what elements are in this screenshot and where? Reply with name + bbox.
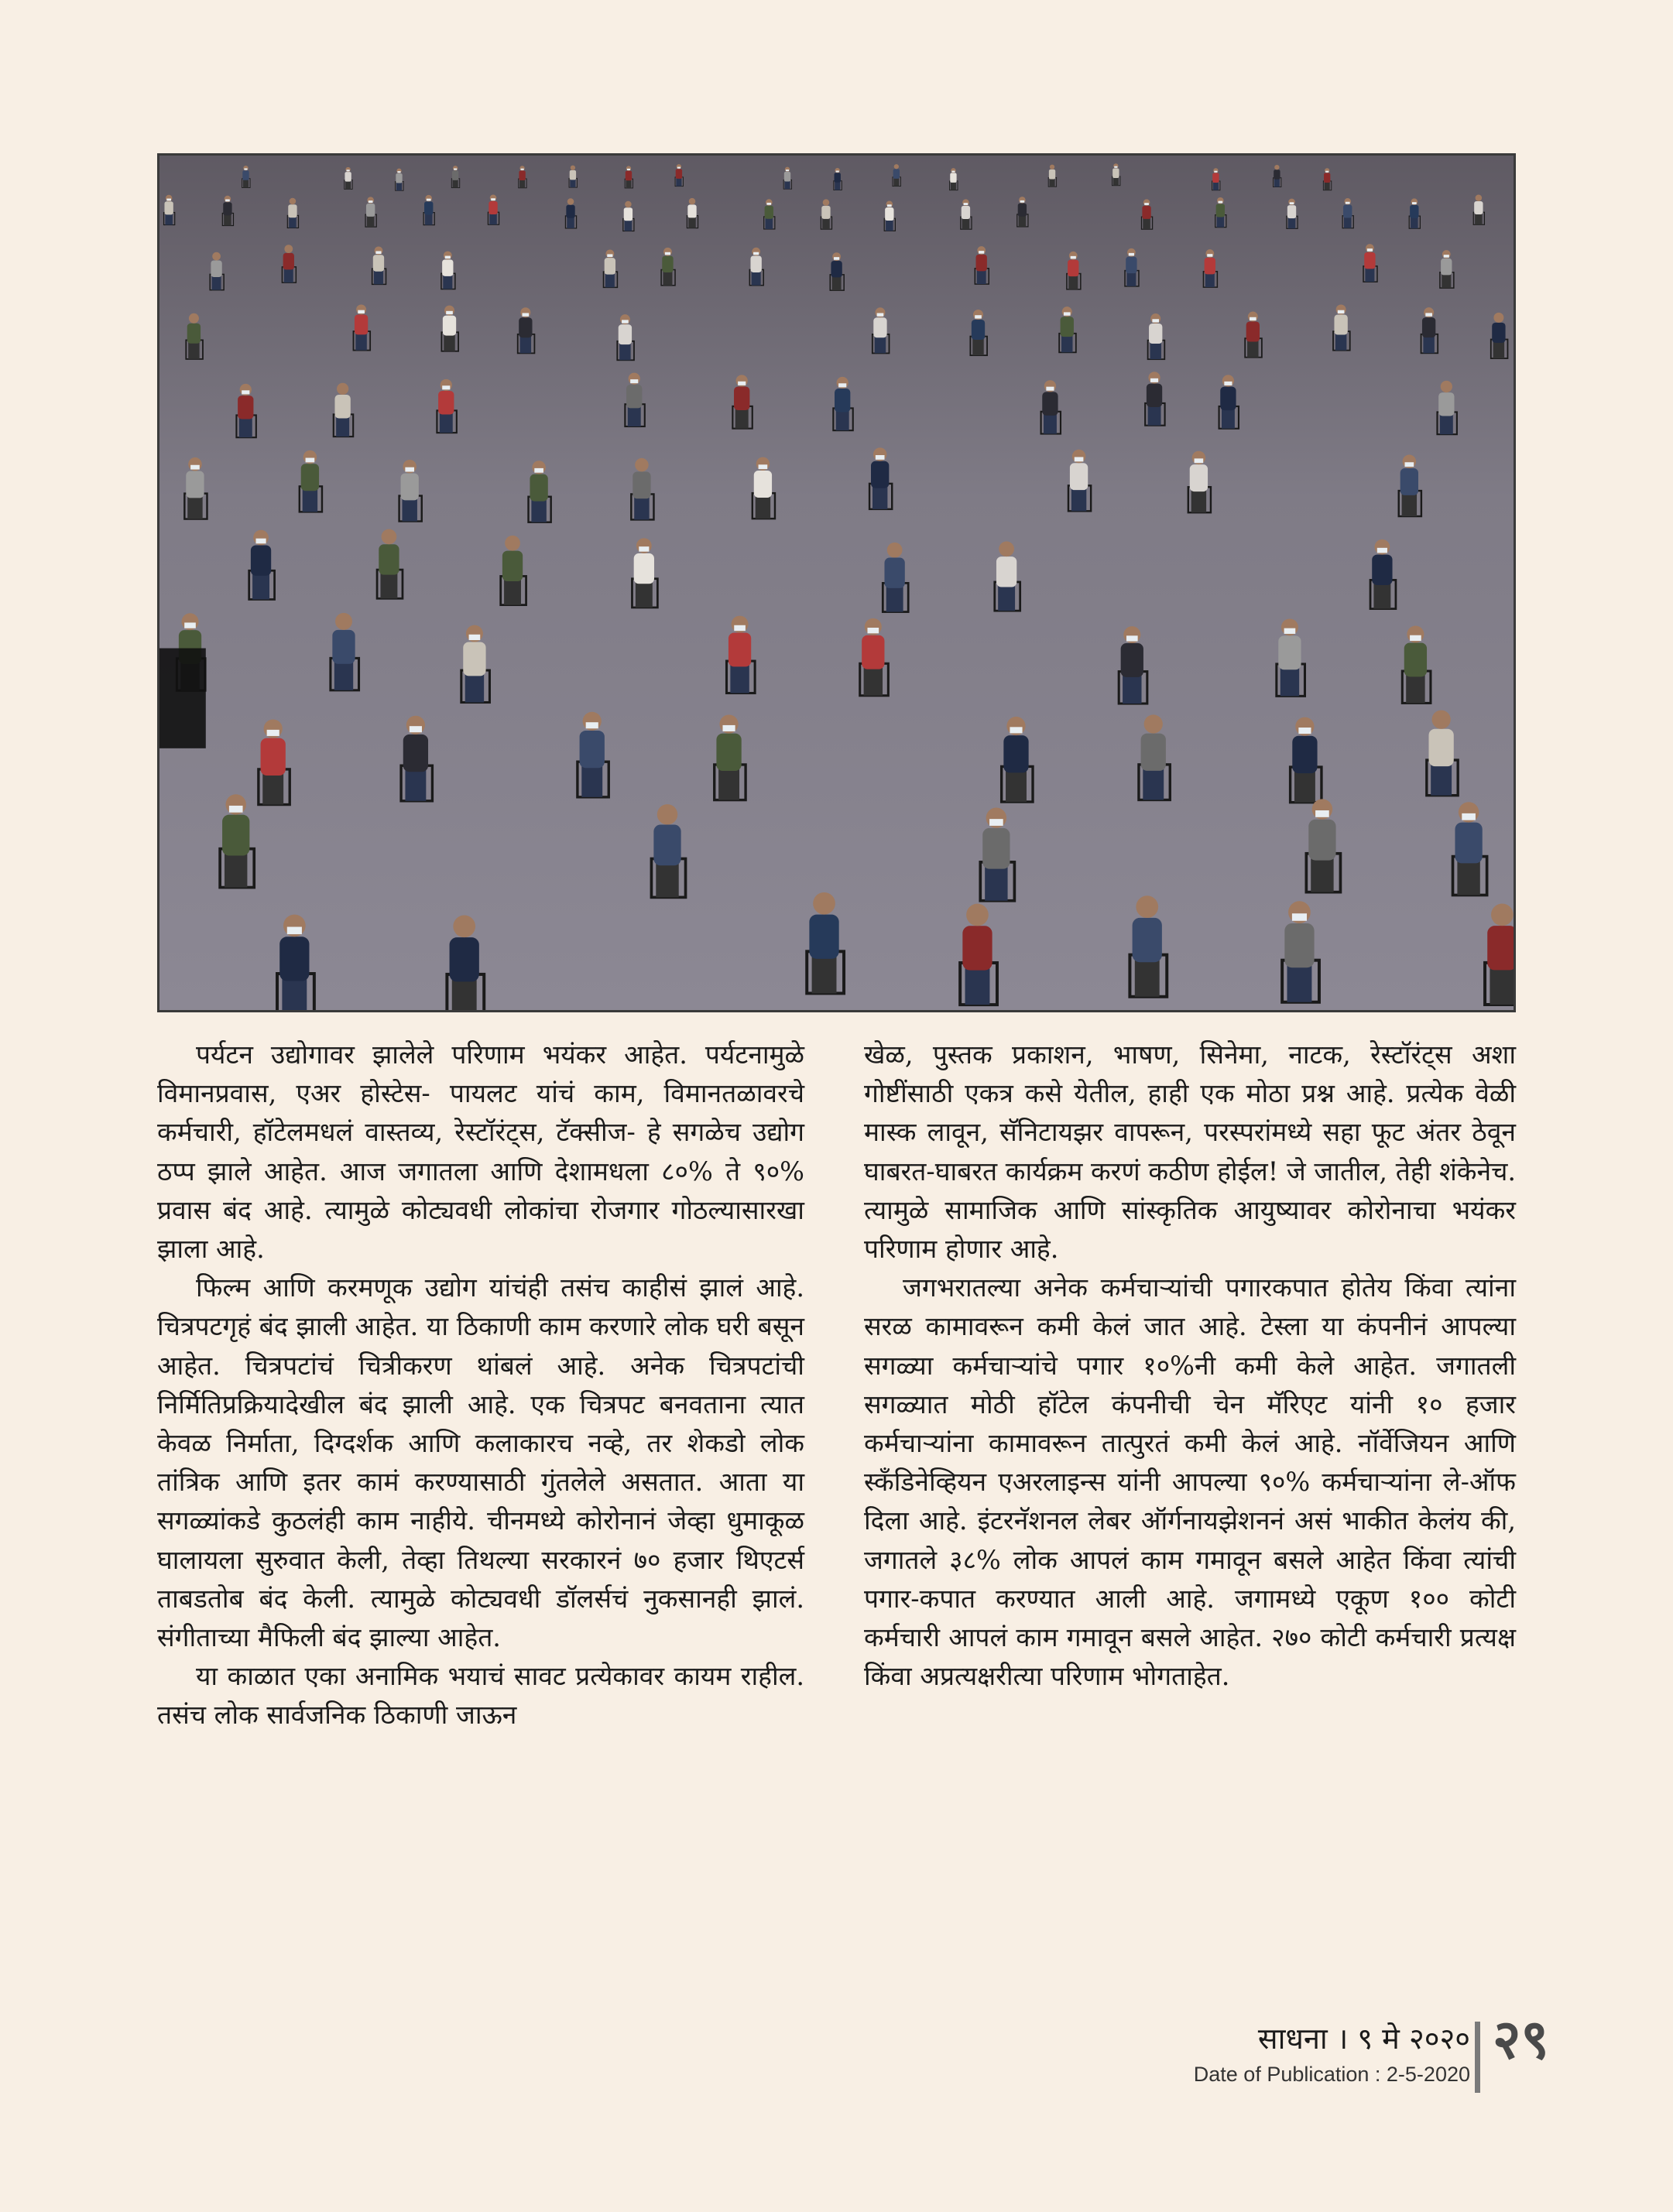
paragraph-continuation: खेळ, पुस्तक प्रकाशन, भाषण, सिनेमा, नाटक, रेस्टॉरंट्स अशा गोष्टींसाठी एकत्र कसे येतील, हाही एक मोठा प्रश्न आहे. प्रत्येक वेळी मास्क लावून, सॅनिटायझर वापरून, परस्परांमध्ये सहा फूट अंतर ठेवून घाबरत-घाबरत कार्यक्रम करणं कठीण होईल! जे जातील, तेही शंकेनेच. त्यामुळे सामाजिक आणि सांस्कृतिक आयुष्यावर कोरोनाचा भयंकर परिणाम होणार आहे. [864,1039,1516,1265]
article-left-column [157,1036,804,1735]
article-right-column [864,1036,1516,1696]
page-number: २९ [1493,2007,1549,2071]
publication-date: Date of Publication : 2-5-2020 [1193,2063,1470,2086]
paragraph: जगभरातल्या अनेक कर्मचाऱ्यांची पगारकपात होतेय किंवा त्यांना सरळ कामावरून कमी केलं जात आहे. टेस्ला या कंपनीनं आपल्या सगळ्या कर्मचाऱ्यांचे पगार १०%नी कमी केले आहेत. जगातली सगळ्यात मोठी हॉटेल कंपनीची चेन मॅरिएट यांनी १० हजार कर्मचाऱ्यांना कामावरून तात्पुरतं कमी केलं आहे. नॉर्वेजियन आणि स्कँडिनेव्हियन एअरलाइन्स यांनी आपल्या ९०% कर्मचाऱ्यांना ले-ऑफ दिला आहे. इंटरनॅशनल लेबर ऑर्गनायझेशननं असं भाकीत केलंय की, जगातले ३८% लोक आपलं काम गमावून बसले आहेत किंवा त्यांची पगार-कपात करण्यात आली आहे. जगामध्ये एकूण १०० कोटी कर्मचारी आपलं काम गमावून बसले आहेत. २७० कोटी कर्मचारी प्रत्यक्ष किंवा अप्रत्यक्षरीत्या परिणाम भोगताहेत. [864,1272,1516,1692]
paragraph: फिल्म आणि करमणूक उद्योग यांचंही तसंच काहीसं झालं आहे. चित्रपटगृहं बंद झाली आहेत. या ठिकाणी काम करणारे लोक घरी बसून आहेत. चित्रपटांचं चित्रीकरण थांबलं आहे. अनेक चित्रपटांची निर्मितिप्रक्रियादेखील बंद झाली आहे. एक चित्रपट बनवताना त्यात केवळ निर्माता, दिग्दर्शक आणि कलाकारच नव्हे, तर शेकडो लोक तांत्रिक आणि इतर कामं करण्यासाठी गुंतलेले असतात. आता या सगळ्यांकडे कुठलंही काम नाहीये. चीनमध्ये कोरोनानं जेव्हा धुमाकूळ घालायला सुरुवात केली, तेव्हा तिथल्या सरकारनं ७० हजार थिएटर्स ताबडतोब बंद केली. त्यामुळे कोट्यवधी डॉलर्सचं नुकसानही झालं. संगीताच्या मैफिली बंद झाल्या आहेत. [157,1272,804,1653]
footer-divider [1475,2022,1480,2093]
issue-info: साधना । ९ मे २०२० [1257,2022,1470,2056]
paragraph: या काळात एका अनामिक भयाचं सावट प्रत्येकावर कायम राहील. तसंच लोक सार्वजनिक ठिकाणी जाऊन [157,1661,804,1731]
paragraph: पर्यटन उद्योगावर झालेले परिणाम भयंकर आहेत. पर्यटनामुळे विमानप्रवास, एअर होस्टेस- पायलट यांचं काम, विमानतळावरचे कर्मचारी, हॉटेलमधलं वास्तव्य, रेस्टॉरंट्स, टॅक्सीज- हे सगळेच उद्योग ठप्प झाले आहेत. आज जगातला आणि देशामधला ८०% ते ९०% प्रवास बंद आहे. त्यामुळे कोट्यवधी लोकांचा रोजगार गोठल्यासारखा झाला आहे. [157,1039,804,1265]
crowd-photo-illustration [159,156,1514,1010]
crowd-photo [157,153,1516,1012]
